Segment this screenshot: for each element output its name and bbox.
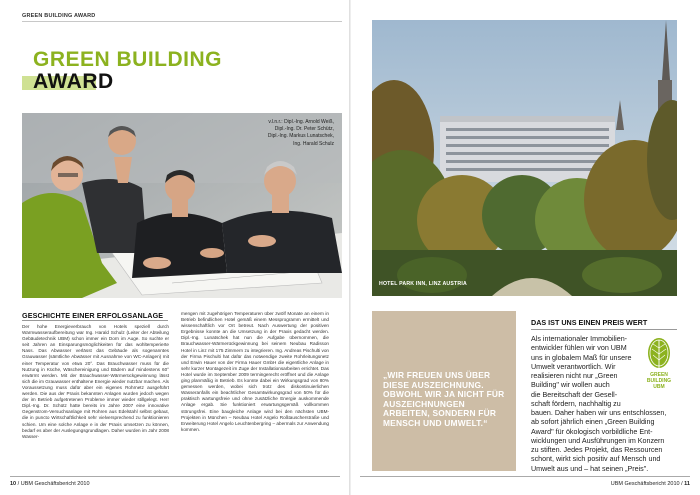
- article-heading: GESCHICHTE EINER ERFOLGSANLAGE: [22, 311, 164, 320]
- section-rule: [22, 21, 342, 22]
- badge-line: GREEN: [650, 372, 668, 378]
- green-building-badge: [638, 336, 680, 394]
- text-line: Umwelt aus und – hat seinen „Preis".: [531, 464, 649, 473]
- footer-publication: UBM Geschäftsbericht 2010: [20, 481, 90, 487]
- hotel-photo-caption: HOTEL PARK INN, LINZ AUSTRIA: [379, 281, 467, 287]
- caption-line: Dipl.-Ing. Markus Lunatschek,: [267, 133, 334, 140]
- hotel-photo: [372, 20, 677, 296]
- text-line: realisieren nicht nur „Green: [531, 372, 618, 380]
- footer-right: UBM Geschäftsbericht 2010 / 11: [610, 481, 690, 487]
- team-photo: [22, 113, 342, 298]
- text-line: entwickler fühlen wir von UBM: [531, 344, 627, 353]
- text-line: Building" wir wollen auch: [531, 381, 610, 390]
- text-line: schont, wirkt sich positiv auf Mensch und: [531, 455, 661, 464]
- pull-quote: „WIR FREUEN UNS ÜBER DIESE AUSZEICHNUNG. OBWOHL WIR JA NICHT FÜR AUSZEICHNUNGEN ARBEITEN, SONDERN FÜR MENSCH UND UMWELT.“: [383, 370, 505, 428]
- footer-publication: UBM Geschäftsbericht 2010: [610, 481, 680, 487]
- page-title-line1: GREEN BUILDING: [33, 48, 223, 71]
- pull-quote-box: [372, 311, 516, 471]
- footer-left: 10 / UBM Geschäftsbericht 2010: [10, 481, 90, 487]
- text-line: ab sofort jährlich einen „Green Building: [531, 418, 655, 427]
- footer-rule: [10, 476, 340, 477]
- text-line: schaft fördern, nachhaltig zu: [531, 399, 621, 408]
- footer-rule: [360, 476, 690, 477]
- page-number-left: 10: [10, 481, 17, 487]
- page-title-line2: AWARD: [33, 70, 114, 93]
- text-line: wicklungen und Ausführungen im Konzern: [531, 436, 665, 445]
- text-line: Umwelt verantwortlich. Wir: [531, 362, 616, 371]
- right-page: [350, 0, 700, 495]
- page-number-right: 11: [684, 481, 690, 487]
- caption-line: v.l.n.r.: Dipl.-Ing. Arnold Weiß,: [268, 119, 334, 125]
- text-line: zu stiften. Jedes Projekt, das Ressourcen: [531, 446, 663, 454]
- leaf-icon: [638, 336, 680, 372]
- article-column-1: Der hohe Energieverbrauch von Hotels speziell durch Warmwasseraufbereitung war Ing. Harald Schulz (Leiter der Abteilung Gebäudetechnik UBM) schon immer ein Dorn im Auge. So suchte er seit Jahren an Einsparungsmöglichkeiten für das wohltemperierte Nass. Das Abwasser verlässt das Gebäude als sogenanntes Grauwasser (sämtliche Abwässer mit Ausnahme von WC-Anlagen) mit einer Temperatur von etwa 20°. Das Brauchwasser muss für die Nutzung in Küche, Wäschereinigung und Bädern auf mindestens 60° erwärmt werden. Mit der Brauchwasser-Wärmerückgewinnung lässt sich die im Grauwasser enthaltene Energie wieder nutzbar machen. Als Voraussetzung muss dafür aber ein eigenes Rohrnetz ausgeführt werden. Die aus der Praxis bekannten Anlagen wurden jedoch wegen der im Betrieb aufgetretenen Probleme immer wieder stillgelegt. Herr Dipl.-Ing. Dr. Schütz hatte bereits im Jahre 2007 eine innovative Gegenstrom-Versuchsanlage mit Rohren aus Edelstahl selbst gebaut, die in puncto Wirtschaftlichkeit sehr vielversprechend zu funktionieren schien. Um eine solche Anlage e in der Praxis umsetzen zu können, bedarf es aber der Auslegungsgrundlagen. Daher wurden im Jahr 2008 Wasser-: [22, 324, 169, 439]
- photo-caption: [248, 119, 334, 148]
- section-heading: DAS IST UNS EINEN PREIS WERT: [531, 318, 648, 327]
- caption-line: Dipl.-Ing. Dr. Peter Schütz,: [274, 126, 334, 133]
- text-line: uns in globalem Maß für unsere: [531, 353, 632, 362]
- section-tag: GREEN BUILDING AWARD: [22, 13, 96, 19]
- heading-rule: [22, 320, 168, 321]
- text-line: bauen. Daher haben wir uns entschlossen,: [531, 409, 667, 417]
- hotel-photo-illustration: [372, 20, 677, 296]
- badge-line: BUILDING: [646, 378, 672, 384]
- text-line: Award" für ökologisch vorbildliche Ent-: [531, 427, 653, 436]
- text-line: die Bereitschaft der Gesell-: [531, 390, 618, 399]
- badge-line: UBM: [653, 384, 665, 390]
- section-heading-rule: [531, 329, 677, 330]
- article-column-2: mengen mit zugehörigen Temperaturen über zwölf Monate an einem in Betrieb befindlichen Hotel gemäß einem Messprogramm ermittelt und wissenschaftlich vor Ort betreut. Nach Auswertung der positiven Ergebnisse konnte an die Umsetzung in der Praxis gedacht werden. Dipl.-Ing. Lunatschek hat nun die Aufgabe übernommen, die Brauchwasser-Wärmerückgewinnung bei seinem Neubau Radisson Hotel in Linz mit 175 Zimmern zu integrieren. Ing. Andreas Pischulti von der Firma Pischulti hat dafür das notwendige zweite Rohrleitungsnetz und Erwin Hauer von der Firma Hauer GmbH die eigentliche Anlage in sehr kurzer Montagezeit im Zuge der Installationsarbeiten errichtet. Das Hotel wurde im September 2009 termingerecht eröffnet und die Anlage ging planmäßig in Betrieb. Es konnte dabei ein Wirkungsgrad von 80% gemessen werden, wobei sich trotz des diskontinuierlichen Wasseranfalls ein beachtlicher Gesamtwirkungsgrad von 50% für die praktisch wartungsfreie und ohne zusätzliche Energie auskommende Anlage ergab. Sie funktioniert erwartungsgemäß vollkommen störungsfrei. Eine baugleiche Anlage wird bei den nächsten UBM-Projekten in München – Neubau Hotel Angelo Roßtauscherstraße und Erweiterung Hotel Angelo Leuchtenbergring – abermals zur Anwendung kommen.: [181, 311, 329, 432]
- text-line: Als internationaler Immobilien-: [531, 335, 628, 343]
- caption-line: Ing. Harald Schulz: [293, 140, 334, 147]
